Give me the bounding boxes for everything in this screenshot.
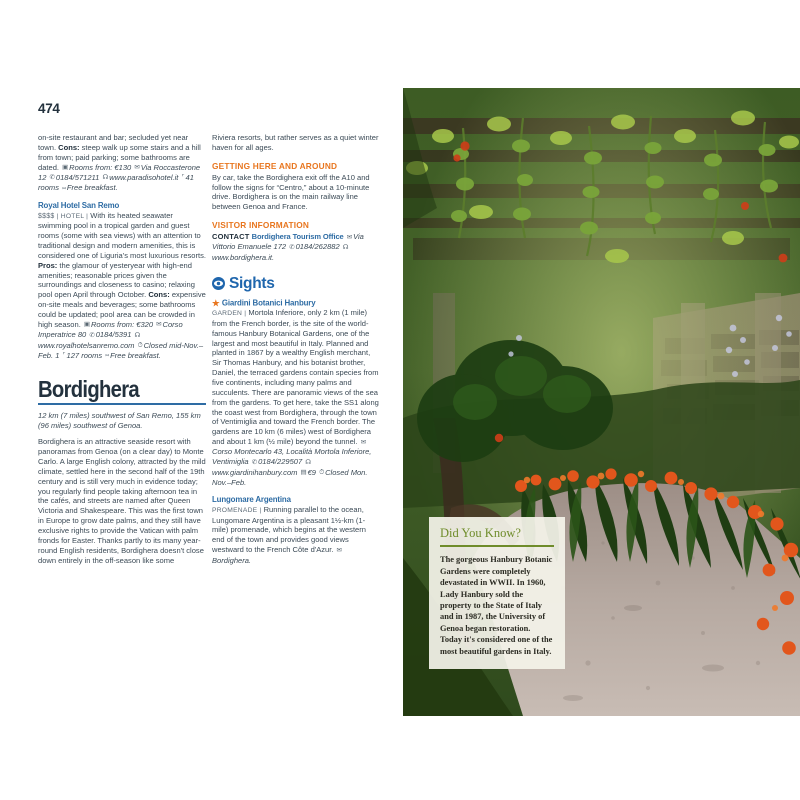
text-column-left <box>38 133 206 565</box>
contact-label: CONTACT <box>212 232 250 242</box>
cons-text-2: expensive on-site meals and beverages; some bathrooms could be updated; pool area can be crowded in high season. <box>38 290 206 329</box>
rooms-from-2: Rooms from: €320 <box>90 319 154 329</box>
visitor-information-body <box>212 232 380 263</box>
visitor-web: www.bordighera.it. <box>212 252 275 262</box>
envelope-icon: ✉ <box>156 321 162 329</box>
closed-2: Closed mid-Nov.–Feb. 1 <box>38 340 204 360</box>
sight-closed-1: Closed Mon. Nov.–Feb. <box>212 467 368 487</box>
sight-price-1: €9 <box>307 467 316 477</box>
town-heading-rule <box>38 403 206 405</box>
meals-2: Free breakfast. <box>110 350 161 360</box>
globe-icon: ☊ <box>102 174 109 182</box>
envelope-icon: ✉ <box>360 438 367 446</box>
separator-3: | <box>242 310 249 318</box>
listing-description: With its heated seawater swimming pool in a tropical garden and guest rooms (some with sea views) with an attention to traditional design and modern amenities, this is considered one of Liguria's most luxurious resorts. <box>38 210 206 260</box>
sight-category-promenade: PROMENADE <box>212 506 258 514</box>
sight-category-garden: GARDEN <box>212 310 243 318</box>
bed-icon: ⌜ <box>181 174 185 182</box>
fork-knife-icon: ⑅ <box>62 184 66 192</box>
phone-icon: ✆ <box>49 174 55 182</box>
cons-label-2: Cons: <box>148 290 170 300</box>
sights-section-header <box>212 276 380 291</box>
clock-icon: ⏱ <box>137 342 143 350</box>
price-tag-icon: ▣ <box>62 164 69 172</box>
phone-icon: ✆ <box>89 331 95 339</box>
bed-icon: ⌜ <box>62 352 66 360</box>
envelope-icon: ✉ <box>346 233 353 241</box>
pros-label: Pros: <box>38 260 58 270</box>
town-subtitle: 12 km (7 miles) southwest of San Remo, 155 km (96 miles) southwest of Genoa. <box>38 410 201 430</box>
sight-description-1: Mortola Inferiore, only 2 km (1 mile) from the French border, is the site of the world-famous Hanbury Botanical Gardens, one of the largest and most beautiful in Italy. Planned and planted in 1867 by a wealthy English merchant, Sir Thomas Hanbury, and his botanist brother, Daniel, the terraced gardens contain species from five continents, including many palms and succulents. There are panoramic views of the sea from the gardens. To get here, take the SS1 along the coast west from Bordighera, through the town of Ventimiglia and toward the French border. The gardens are 10 km (6 miles) west of Bordighera and about 1 km (½ mile) beyond the tunnel. <box>212 308 379 447</box>
sight-address-2: Bordighera. <box>212 555 252 565</box>
sight-body-giardini-botanici-hanbury <box>212 308 380 488</box>
fork-knife-icon: ⑅ <box>105 352 110 360</box>
address-1: Via Roccasterone 12 <box>38 162 201 182</box>
address-2: Corso Imperatrice 80 <box>38 319 183 340</box>
rooms-count-1: 41 rooms <box>38 172 194 193</box>
sight-web-1: www.giardinihanbury.com <box>212 467 298 477</box>
did-you-know-title: Did You Know? <box>440 526 521 540</box>
price-tag-icon: ▣ <box>83 321 90 329</box>
continued-paragraph <box>38 133 206 194</box>
town-body-part1: Bordighera is an attractive seaside resort with panoramas from Genoa (on a clear day) to Monte Carlo. A large English colony, attracted by the mild climate, settled here in the second half of the 19th century and is still very much in evidence today; you regularly find people taking afternoon tea in the cafés, and streets are named after Queen Victoria and Shakespeare. This was the first town in Europe to grow date palms, and they still have exclusive rights to provide the Vatican with palm fronds for Easter. Thanks partly to its many year-round English residents, Bordighera doesn't close down entirely in the off-season like some <box>38 437 206 565</box>
listing-body-royal-hotel <box>38 211 206 362</box>
visitor-address: Via Vittorio Emanuele 172 <box>212 232 364 252</box>
clock-icon: ⏱ <box>319 469 325 477</box>
globe-icon: ☊ <box>305 458 311 466</box>
town-body-part2: Riviera resorts, but rather serves as a quiet winter haven for all ages. <box>212 133 379 152</box>
rooms-from-1: Rooms from: €130 <box>69 162 132 172</box>
envelope-icon: ✉ <box>134 164 140 172</box>
phone-icon: ✆ <box>251 458 258 466</box>
sight-phone-1: 0184/229507 <box>258 457 303 467</box>
ticket-icon: ▤ <box>300 469 307 477</box>
did-you-know-box <box>429 517 565 669</box>
meals-1: Free breakfast. <box>66 183 118 193</box>
heading-getting-here: GETTING HERE AND AROUND <box>212 160 338 171</box>
phone-1: 0184/571211 <box>55 172 100 182</box>
sights-heading-label: Sights <box>229 274 275 292</box>
price-tier: $$$$ <box>38 212 55 220</box>
rooms-count-2: 127 rooms <box>66 350 103 360</box>
sight-title-giardini-botanici-hanbury[interactable]: ★ Giardini Botanici Hanbury <box>212 298 380 309</box>
text-column-right <box>212 133 380 565</box>
continued-text: on-site restaurant and bar; secluded yet near town. <box>38 133 189 152</box>
visitor-phone: 0184/262882 <box>295 242 340 252</box>
web-1: www.paradisohotel.it <box>109 172 179 182</box>
separator-4: | <box>257 506 264 514</box>
globe-icon: ☊ <box>342 243 349 251</box>
heading-visitor-information: VISITOR INFORMATION <box>212 220 310 231</box>
contact-office-name[interactable]: Bordighera Tourism Office <box>251 232 344 242</box>
separator-2: | <box>84 212 91 220</box>
cons-text: steep walk up some stairs and a hill from town; paid parking; some bathrooms are dated. <box>38 142 201 172</box>
sight-body-lungomare-argentina <box>212 505 380 566</box>
getting-here-body: By car, take the Bordighera exit off the A10 and follow the signs for “Centro,” about a 10-minute drive. Bordighera is on the main railway line between Genoa and France. <box>212 172 370 212</box>
eye-icon <box>212 277 225 290</box>
cons-label: Cons: <box>58 142 80 152</box>
did-you-know-body: The gorgeous Hanbury Botanic Gardens were completely devastated in WWII. In 1960, Lady Hanbury sold the property to the State of Italy and in 1987, the University of Genoa began restoration. Today it's considered one of the most beautiful gardens in Italy. <box>440 555 553 656</box>
pros-text: the glamour of yesteryear with high-end amenities; reasonable prices given the surroundings and closeness to casino; relaxing pool open April through October. <box>38 260 195 300</box>
separator-1: | <box>54 212 61 220</box>
page-number: 474 <box>38 101 60 116</box>
phone-icon: ✆ <box>289 243 295 251</box>
envelope-icon: ✉ <box>336 546 342 554</box>
category-label: HOTEL <box>60 212 85 220</box>
listing-title-royal-hotel[interactable]: Royal Hotel San Remo <box>38 200 120 210</box>
sight-address-1: Corso Montecarlo 43, Località Mortola Inferiore, Ventimiglia <box>212 447 372 467</box>
web-2: www.royalhotelsanremo.com <box>38 340 135 350</box>
sight-description-2: Running parallel to the ocean, Lungomare Argentina is a pleasant 1½-km (1-mile) promenade, which begins at the western end of the town and provides good views westward to the French Côte d'Azur. <box>212 504 366 555</box>
phone-2: 0184/5391 <box>95 330 132 340</box>
town-heading: Bordighera <box>38 376 139 403</box>
sight-title-lungomare-argentina[interactable]: Lungomare Argentina <box>212 494 291 504</box>
did-you-know-rule <box>440 545 554 547</box>
globe-icon: ☊ <box>134 331 141 339</box>
